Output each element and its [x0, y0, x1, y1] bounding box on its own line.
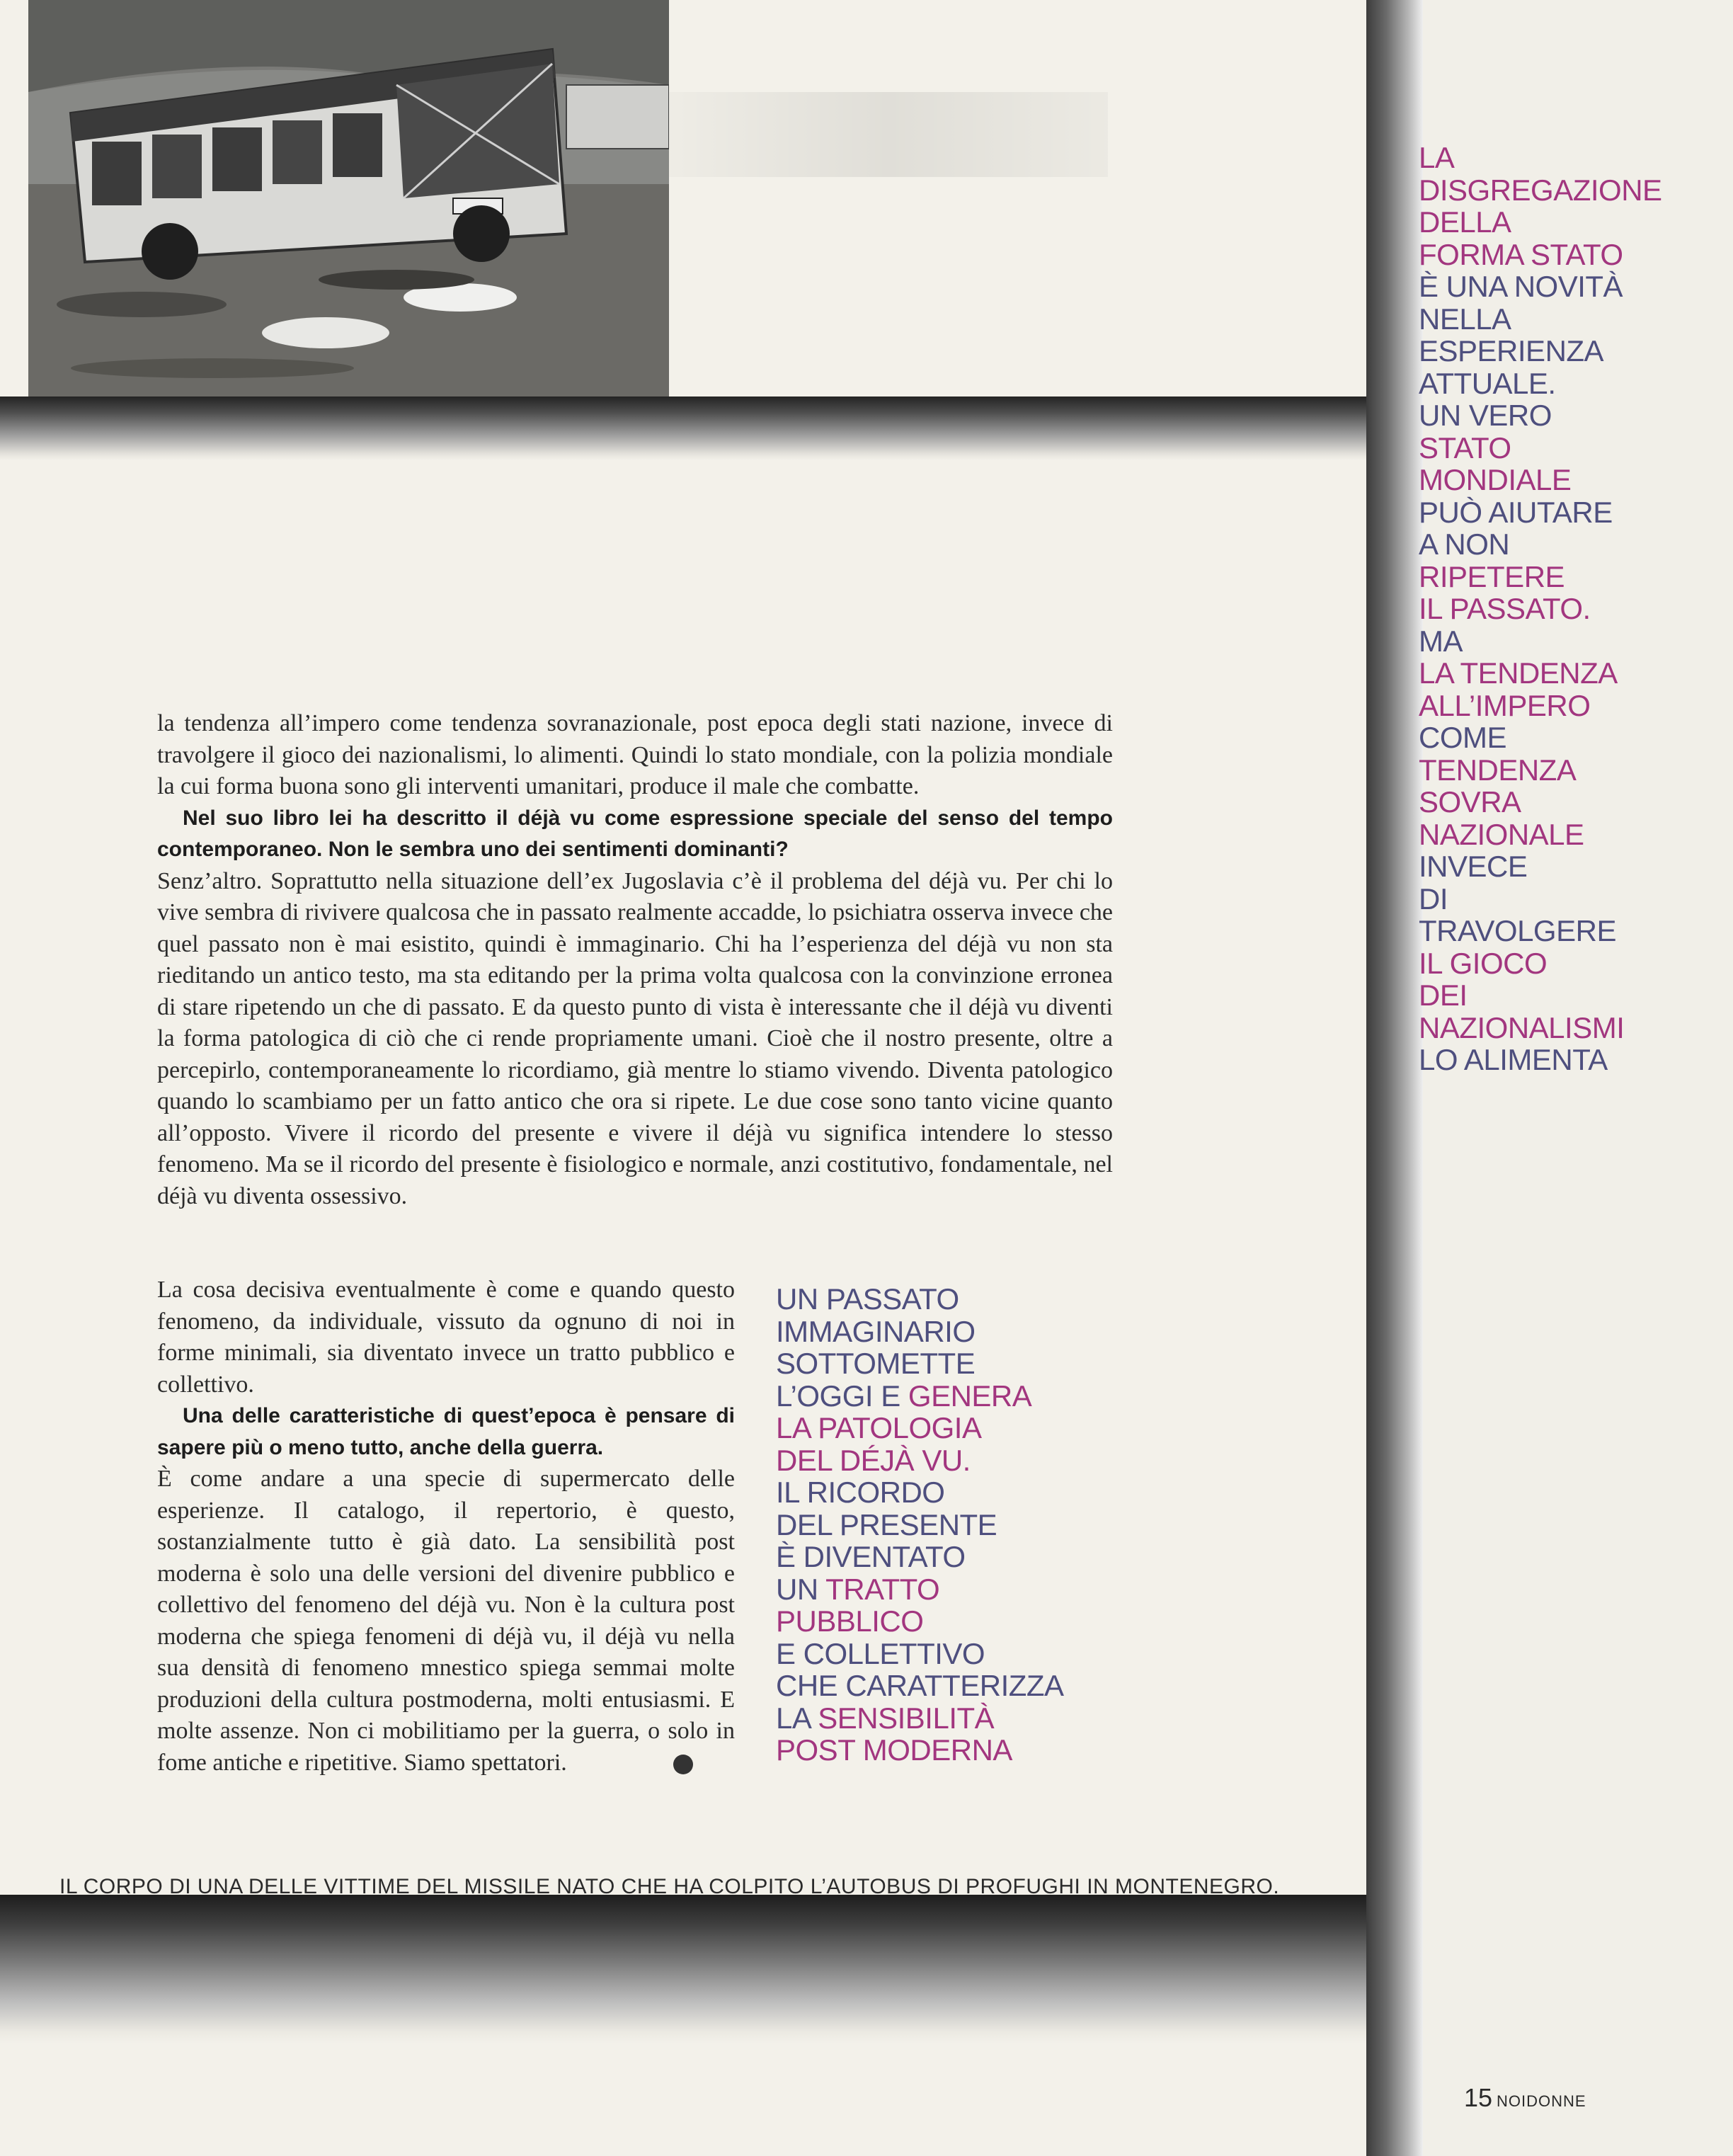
pull-quote-right-line: LA	[1419, 141, 1455, 174]
pull-quote-center-segment: LA	[776, 1701, 818, 1735]
article-body-lower	[157, 1274, 735, 1779]
pull-quote-center-segment: SENSIBILITÀ	[818, 1701, 995, 1735]
photo-illustration	[28, 0, 669, 397]
faded-header-ghost	[669, 92, 1108, 177]
pull-quote-center-segment: SOTTOMETTE	[776, 1347, 976, 1380]
pull-quote-right-line: STATO	[1419, 430, 1511, 464]
end-bullet-icon	[673, 1755, 693, 1774]
pull-quote-center-segment: TRATTO	[825, 1572, 940, 1606]
pull-quote-right-line: LO ALIMENTA	[1419, 1043, 1608, 1076]
pull-quote-right-line: ATTUALE.	[1419, 366, 1556, 400]
pull-quote-right-line: DELLA	[1419, 205, 1511, 239]
paragraph-1: la tendenza all’impero come tendenza sovranazionale, post epoca degli stati nazione, invece di travolgere il gioco dei nazionalismi, lo alimenti. Quindi lo stato mondiale, con la polizia mondiale la cui forma buona sono gli interventi umanitari, produce il male che combatte.	[157, 710, 1113, 799]
pull-quote-right-line: INVECE	[1419, 850, 1528, 883]
pull-quote-right-line: IL PASSATO.	[1419, 592, 1591, 625]
pull-quote-right-line: FORMA STATO	[1419, 237, 1623, 271]
pull-quote-center-line	[776, 1509, 1144, 1541]
pull-quote-right-line: È UNA NOVITÀ	[1419, 270, 1623, 303]
pull-quote-center-line	[776, 1316, 1144, 1348]
pull-quote-center-line	[776, 1444, 1144, 1477]
horizontal-shadow-band-top	[0, 397, 1366, 460]
paragraph-4-text: È come andare a una specie di supermercato delle esperienze. Il catalogo, il repertorio, è questo, sostanzialmente tutto è già dato. La sensibilità post moderna è solo una delle versioni del divenire pubblico e collettivo del fenomeno del déjà vu. Non è la cultura post moderna che spiega fenomeni di déjà vu, il déjà vu nella sua densità di fenomeno mnestico spiega semmai molte produzioni della cultura postmoderna, molti entusiasmi. E molte assenze. Non ci mobilitiamo per la guerra, o solo in fome antiche e ripetitive. Siamo spettatori.	[157, 1466, 735, 1776]
pull-quote-center-segment: UN PASSATO	[776, 1282, 959, 1316]
pull-quote-center-segment: E COLLETTIVO	[776, 1636, 985, 1670]
pull-quote-right	[1419, 142, 1730, 1076]
pull-quote-center-line	[776, 1347, 1144, 1380]
pull-quote-right-line: LA TENDENZA	[1419, 656, 1618, 690]
horizontal-shadow-band-bottom	[0, 1895, 1366, 2043]
pull-quote-center-line	[776, 1702, 1144, 1735]
pull-quote-center-line	[776, 1283, 1144, 1316]
pull-quote-center-segment: LA PATOLOGIA	[776, 1411, 982, 1444]
photo-caption: IL CORPO DI UNA DELLE VITTIME DEL MISSILE NATO CHE HA COLPITO L’AUTOBUS DI PROFUGHI IN MONTENEGRO.	[59, 1875, 1280, 1898]
pull-quote-right-line: PUÒ AIUTARE	[1419, 495, 1613, 529]
pull-quote-center-segment: IL RICORDO	[776, 1476, 945, 1509]
pull-quote-right-line: MONDIALE	[1419, 463, 1572, 496]
pull-quote-center-segment: GENERA	[908, 1379, 1032, 1413]
vertical-shadow-band	[1366, 0, 1423, 2156]
pull-quote-right-line: RIPETERE	[1419, 559, 1565, 593]
pull-quote-center	[776, 1283, 1144, 1767]
paragraph-3: La cosa decisiva eventualmente è come e quando questo fenomeno, da individuale, vissuto da ognuno di noi in forme minimali, sia diventato invece un tratto pubblico e collettivo.	[157, 1277, 735, 1398]
pull-quote-right-line: NAZIONALISMI	[1419, 1010, 1625, 1044]
pull-quote-center-line	[776, 1573, 1144, 1606]
pull-quote-center-segment: CHE CARATTERIZZA	[776, 1669, 1064, 1702]
pull-quote-center-line	[776, 1412, 1144, 1444]
pull-quote-center-segment: DEL DÉJÀ VU.	[776, 1443, 971, 1477]
pull-quote-center-line	[776, 1541, 1144, 1573]
pull-quote-right-line: NELLA	[1419, 302, 1511, 336]
article-body-upper	[157, 708, 1113, 1212]
pull-quote-center-line	[776, 1670, 1144, 1702]
pull-quote-center-segment: UN	[776, 1572, 826, 1606]
pull-quote-center-segment: POST MODERNA	[776, 1733, 1012, 1767]
photo-bus-wreck	[28, 0, 669, 397]
pull-quote-center-line	[776, 1734, 1144, 1767]
pull-quote-right-line: MA	[1419, 624, 1463, 658]
magazine-name: NOIDONNE	[1497, 2092, 1586, 2110]
pull-quote-right-line: UN VERO	[1419, 399, 1552, 432]
pull-quote-center-segment: PUBBLICO	[776, 1604, 924, 1638]
pull-quote-right-line: DI	[1419, 882, 1448, 916]
paragraph-4	[157, 1464, 735, 1779]
page-footer	[1464, 2083, 1586, 2113]
pull-quote-center-segment: È DIVENTATO	[776, 1540, 966, 1573]
pull-quote-right-line: NAZIONALE	[1419, 817, 1584, 851]
pull-quote-center-line	[776, 1476, 1144, 1509]
pull-quote-right-line: IL GIOCO	[1419, 946, 1548, 980]
pull-quote-center-segment: DEL PRESENTE	[776, 1507, 997, 1541]
pull-quote-right-line: TRAVOLGERE	[1419, 914, 1616, 947]
pull-quote-right-line: A NON	[1419, 527, 1510, 561]
pull-quote-center-segment: IMMAGINARIO	[776, 1314, 976, 1348]
pull-quote-right-line: COME	[1419, 721, 1506, 754]
page-number: 15	[1464, 2083, 1493, 2112]
pull-quote-right-line: ALL’IMPERO	[1419, 688, 1591, 722]
pull-quote-center-line	[776, 1605, 1144, 1638]
pull-quote-right-line: ESPERIENZA	[1419, 334, 1604, 367]
pull-quote-center-line	[776, 1638, 1144, 1670]
pull-quote-center-line	[776, 1380, 1144, 1413]
paragraph-2: Senz’altro. Soprattutto nella situazione dell’ex Jugoslavia c’è il problema del déjà vu. Per chi lo vive sembra di rivivere qualcosa che in passato realmente accadde, lo psichiatra osserva invece che quel passato non è mai esistito, quindi è immaginario. Chi ha l’esperienza del déjà vu non sta rieditando un antico testo, ma sta editando per la prima volta qualcosa con la convinzione erronea di stare ripetendo un che di passato. E da questo punto di vista è interessante che il déjà vu diventi la forma patologica di ciò che ci rende propriamente umani. Cioè che il nostro presente, oltre a percepirlo, contemporaneamente lo ricordiamo, già mentre lo stiamo vivendo. Diventa patologico quando lo scambiamo per un fatto antico che ora si ripete. Le due cose sono tanto vicine quanto all’opposto. Vivere il ricordo del presente e vivere il déjà vu significa intendere lo stesso fenomeno. Ma se il ricordo del presente è fisiologico e normale, anzi costitutivo, fondamentale, nel déjà vu diventa ossessivo.	[157, 867, 1113, 1209]
pull-quote-right-line: SOVRA	[1419, 785, 1521, 819]
pull-quote-right-line: DEI	[1419, 979, 1468, 1012]
interview-question-1: Nel suo libro lei ha descritto il déjà vu come espressione speciale del senso del tempo contemporaneo. Non le sembra uno dei sentimenti dominanti?	[157, 806, 1113, 861]
interview-question-2: Una delle caratteristiche di quest’epoca è pensare di sapere più o meno tutto, anche della guerra.	[157, 1404, 735, 1459]
pull-quote-center-segment: L’OGGI E	[776, 1379, 908, 1413]
pull-quote-right-line: DISGREGAZIONE	[1419, 173, 1662, 207]
pull-quote-right-line: TENDENZA	[1419, 753, 1577, 787]
